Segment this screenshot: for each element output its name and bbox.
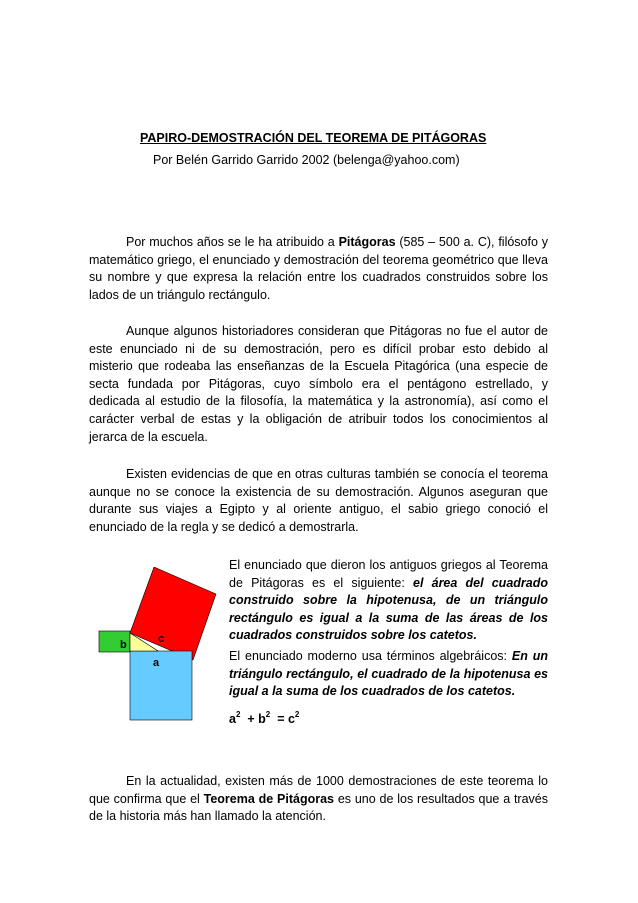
- pythagoras-figure: [96, 567, 226, 722]
- author-line: Por Belén Garrido Garrido 2002 (belenga@yahoo.com): [153, 153, 460, 167]
- pythagoras-diagram: [96, 567, 226, 722]
- label-b: b: [120, 639, 127, 651]
- formula-c: = c: [277, 712, 295, 726]
- modern-statement: [229, 648, 548, 701]
- paragraph-4-bold: Teorema de Pitágoras: [203, 791, 335, 806]
- formula-a-exp: 2: [235, 710, 241, 719]
- formula-b: + b: [247, 712, 266, 726]
- formula-c-exp: 2: [294, 710, 300, 719]
- document-title: PAPIRO-DEMOSTRACIÓN DEL TEOREMA DE PITÁGORAS: [140, 131, 487, 145]
- formula-a: a: [229, 712, 236, 726]
- pythagorean-formula: [229, 710, 299, 726]
- paragraph-1: [89, 234, 548, 304]
- ancient-statement-emphasis: el área del cuadrado construido sobre la hipotenusa, de un triángulo rectángulo es igual a la suma de las áreas de los cuadrados construidos sobre los catetos.: [229, 575, 548, 643]
- paragraph-1-bold: Pitágoras: [338, 235, 396, 249]
- paragraph-4-start: En la actualidad, existen más de 1000 demostraciones de este teorema lo que confirma que el: [89, 774, 548, 806]
- modern-statement-emphasis: En un triángulo rectángulo, el cuadrado de la hipotenusa es igual a la suma de los cuadrados de los catetos.: [229, 649, 548, 699]
- paragraph-2: Aunque algunos historiadores consideran que Pitágoras no fue el autor de este enunciado ni de su demostración, pero es difícil probar esto debido al misterio que rodeaba las enseñanzas de la Escuela Pitagórica (una especie de secta fundada por Pitágoras, cuyo símbolo era el pentágono estrellado, y dedicada al estudio de la filosofía, la matemática y la astronomía), así como el carácter verbal de estas y la obligación de atribuir todos los conocimientos al jerarca de la escuela.: [89, 324, 548, 444]
- label-a: a: [153, 657, 160, 669]
- paragraph-1-start: Por muchos años se le ha atribuido a: [126, 235, 339, 249]
- paragraph-3: Existen evidencias de que en otras culturas también se conocía el teorema aunque no se conoce la existencia de su demostración. Algunos aseguran que durante sus viajes a Egipto y al oriente antiguo, el sabio griego conoció el enunciado de la regla y se dedicó a demostrarla.: [89, 467, 548, 534]
- paragraph-4-end: es uno de los resultados que a través de la historia más han llamado la atención.: [89, 791, 548, 824]
- ancient-statement-intro: El enunciado que dieron los antiguos griegos al Teorema de Pitágoras es el siguiente:: [229, 558, 548, 590]
- ancient-statement: [229, 557, 548, 645]
- paragraph-1-end: (585 – 500 a. C), filósofo y matemático griego, el enunciado y demostración del teorema geométrico que lleva su nombre y que expresa la relación entre los cuadrados construidos sobre los lados de un triángulo rectángulo.: [89, 235, 548, 302]
- modern-statement-intro: El enunciado moderno usa términos algebráicos:: [229, 649, 512, 663]
- label-c: c: [158, 633, 165, 645]
- square-a: [130, 651, 192, 720]
- formula-b-exp: 2: [265, 710, 271, 719]
- paragraph-4: [89, 773, 548, 826]
